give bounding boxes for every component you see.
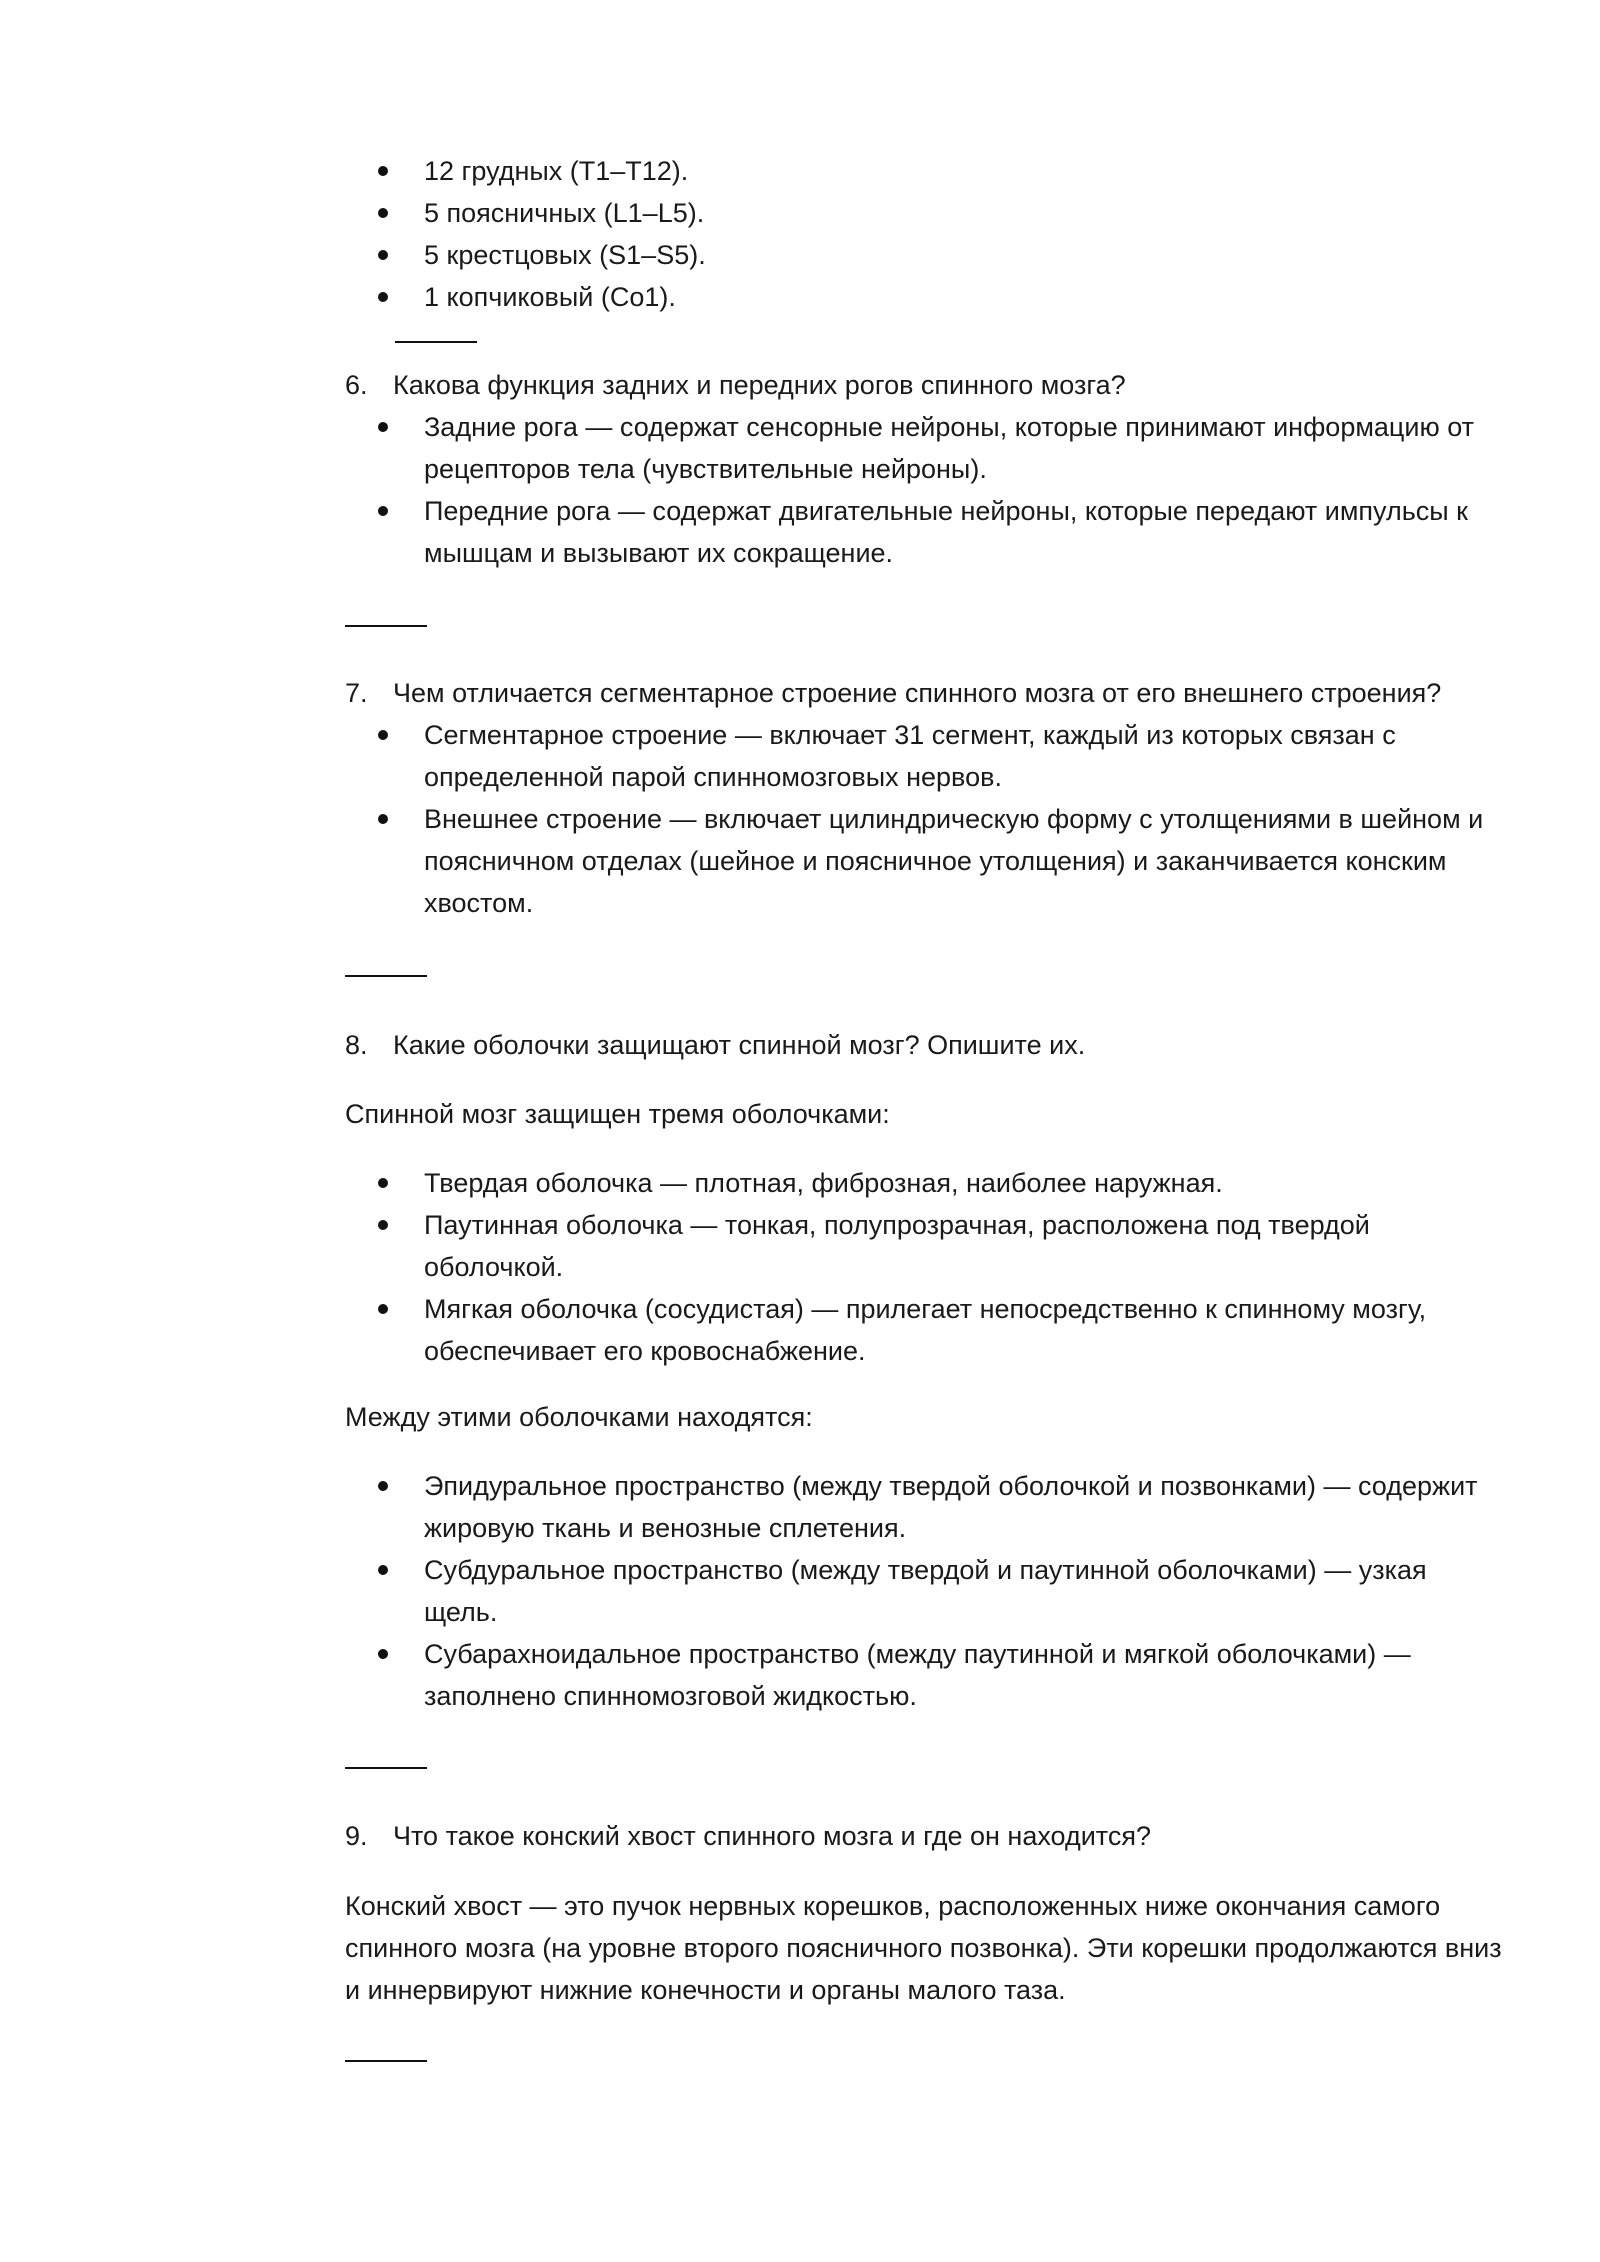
list-item: Сегментарное строение — включает 31 сегмент, каждый из которых связан с определенной парой спинномозговых нервов. xyxy=(0,714,1600,798)
separator-rule xyxy=(345,1767,427,1769)
question-7 xyxy=(345,672,1545,714)
list-item: 5 крестцовых (S1–S5). xyxy=(0,234,1600,276)
membranes-intro: Спинной мозг защищен тремя оболочками: xyxy=(345,1099,890,1129)
question-number: 8. xyxy=(345,1030,368,1060)
answer-7-list xyxy=(0,714,1600,924)
question-8 xyxy=(345,1024,1545,1066)
list-item: Мягкая оболочка (сосудистая) — прилегает непосредственно к спинному мозгу, обеспечивает его кровоснабжение. xyxy=(0,1288,1600,1372)
list-item: Твердая оболочка — плотная, фиброзная, наиболее наружная. xyxy=(0,1162,1600,1204)
question-text: Что такое конский хвост спинного мозга и где он находится? xyxy=(393,1821,1151,1851)
list-item: Эпидуральное пространство (между твердой оболочкой и позвонками) — содержит жировую ткань и венозные сплетения. xyxy=(0,1465,1600,1549)
vertebrae-list xyxy=(0,150,1600,318)
separator-rule xyxy=(345,625,427,627)
question-6 xyxy=(345,364,1545,406)
vertebrae-list-block xyxy=(0,150,1600,318)
question-9 xyxy=(345,1815,1545,1857)
separator-rule xyxy=(345,2060,427,2062)
answer-7-block xyxy=(0,714,1600,924)
spaces-block xyxy=(0,1465,1600,1717)
spaces-intro: Между этими оболочками находятся: xyxy=(345,1402,813,1432)
list-item: Задние рога — содержат сенсорные нейроны, которые принимают информацию от рецепторов тела (чувствительные нейроны). xyxy=(0,406,1600,490)
list-item: Субарахноидальное пространство (между паутинной и мягкой оболочками) — заполнено спинномозговой жидкостью. xyxy=(0,1633,1600,1717)
list-item: Передние рога — содержат двигательные нейроны, которые передают импульсы к мышцам и вызывают их сокращение. xyxy=(0,490,1600,574)
membranes-list xyxy=(0,1162,1600,1372)
separator-rule xyxy=(395,341,477,343)
question-number: 6. xyxy=(345,370,368,400)
list-item: 5 поясничных (L1–L5). xyxy=(0,192,1600,234)
question-number: 9. xyxy=(345,1821,368,1851)
question-text: Чем отличается сегментарное строение спинного мозга от его внешнего строения? xyxy=(393,678,1442,708)
list-item: 1 копчиковый (Co1). xyxy=(0,276,1600,318)
question-number: 7. xyxy=(345,678,368,708)
list-item: Паутинная оболочка — тонкая, полупрозрачная, расположена под твердой оболочкой. xyxy=(0,1204,1600,1288)
question-text: Какие оболочки защищают спинной мозг? Опишите их. xyxy=(393,1030,1086,1060)
question-text: Какова функция задних и передних рогов спинного мозга? xyxy=(393,370,1126,400)
answer-6-list xyxy=(0,406,1600,574)
membranes-block xyxy=(0,1162,1600,1372)
list-item: Внешнее строение — включает цилиндрическую форму с утолщениями в шейном и поясничном отделах (шейное и поясничное утолщения) и заканчивается конским хвостом. xyxy=(0,798,1600,924)
answer-9-paragraph: Конский хвост — это пучок нервных корешков, расположенных ниже окончания самого спинного мозга (на уровне второго поясничного позвонка). Эти корешки продолжаются вниз и иннервируют нижние конечности и органы малого таза. xyxy=(345,1891,1502,2005)
list-item: 12 грудных (T1–T12). xyxy=(0,150,1600,192)
separator-rule xyxy=(345,975,427,977)
list-item: Субдуральное пространство (между твердой и паутинной оболочками) — узкая щель. xyxy=(0,1549,1600,1633)
spaces-list xyxy=(0,1465,1600,1717)
answer-6-block xyxy=(0,406,1600,574)
